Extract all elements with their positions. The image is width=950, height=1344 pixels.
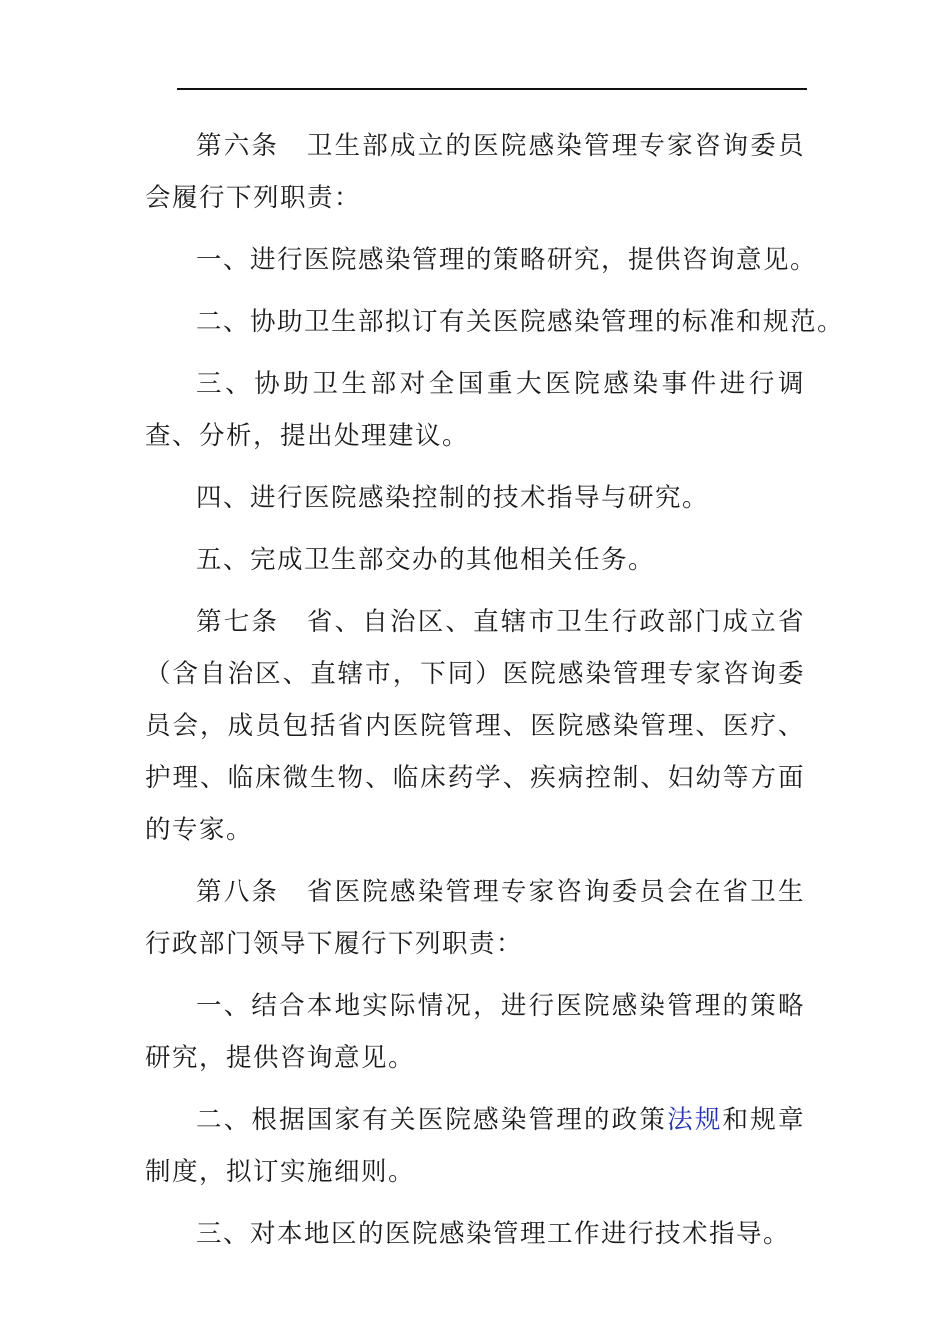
article-7: 第七条 省、自治区、直辖市卫生行政部门成立省（含自治区、直辖市，下同）医院感染管理专家咨询委员会，成员包括省内医院管理、医院感染管理、医疗、护理、临床微生物、临床药学、疾病控制、妇幼等方面的专家。 — [145, 607, 805, 845]
article-8-item-2-before: 二、根据国家有关医院感染管理的政策 — [196, 1105, 668, 1135]
article-6-item-1: 一、进行医院感染管理的策略研究，提供咨询意见。 — [196, 245, 818, 275]
document-body — [145, 120, 845, 1270]
article-6: 第六条 卫生部成立的医院感染管理专家咨询委员会履行下列职责： — [145, 131, 805, 213]
article-8: 第八条 省医院感染管理专家咨询委员会在省卫生行政部门领导下履行下列职责： — [145, 877, 805, 959]
article-8-item-2-after: 和规章制度，拟订实施细则。 — [145, 1105, 805, 1187]
header-rule — [177, 88, 807, 90]
article-6-item-4: 四、进行医院感染控制的技术指导与研究。 — [196, 483, 710, 513]
article-6-item-3: 三、协助卫生部对全国重大医院感染事件进行调查、分析，提出处理建议。 — [145, 369, 805, 451]
article-8-item-2 — [145, 1094, 805, 1198]
article-6-item-2: 二、协助卫生部拟订有关医院感染管理的标准和规范。 — [196, 307, 845, 337]
article-8-item-1: 一、结合本地实际情况，进行医院感染管理的策略研究，提供咨询意见。 — [145, 991, 805, 1073]
regulations-link[interactable]: 法规 — [667, 1105, 723, 1135]
article-8-item-3: 三、对本地区的医院感染管理工作进行技术指导。 — [196, 1219, 791, 1249]
article-6-item-5: 五、完成卫生部交办的其他相关任务。 — [196, 545, 656, 575]
